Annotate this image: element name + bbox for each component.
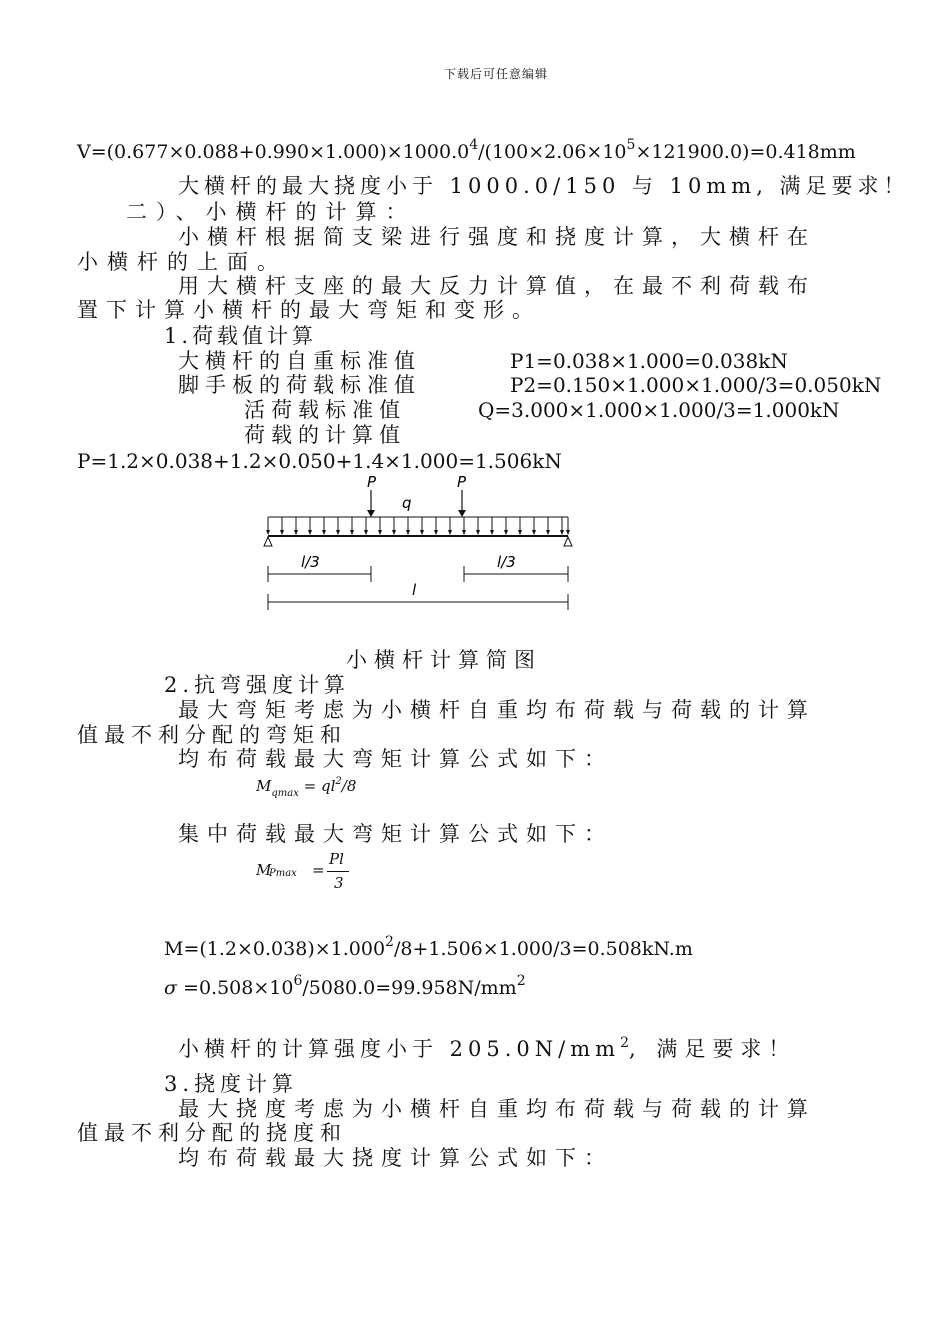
paragraph-1-line-1: 小横杆根据简支梁进行强度和挠度计算，大横杆在	[178, 225, 816, 249]
formula-denominator: 3	[334, 874, 344, 892]
v-formula-exponent-2: 5	[626, 137, 636, 153]
load-value-p2: P2=0.150×1.000×1.000/3=0.050kN	[510, 373, 882, 397]
formula-tail: /8	[341, 777, 357, 795]
sigma-symbol: σ	[164, 977, 177, 999]
bending-paragraph-line-2: 值最不利分配的弯矩和	[77, 723, 347, 747]
load-label-scaffold-board: 脚手板的荷载标准值	[178, 373, 421, 397]
formula-m-symbol: M	[256, 777, 272, 795]
concentrated-moment-formula-intro: 集中荷载最大弯矩计算公式如下：	[178, 822, 613, 846]
distributed-load-arrowheads	[266, 530, 570, 535]
deflection-paragraph-line-2: 值最不利分配的挠度和	[77, 1121, 347, 1145]
paragraph-2-line-1: 用大横杆支座的最大反力计算值，在最不利荷载布	[178, 274, 816, 298]
load-label-big-bar-self-weight: 大横杆的自重标准值	[178, 349, 421, 373]
formula-m-symbol: M	[256, 861, 272, 879]
formula-subscript: qmax	[271, 788, 299, 799]
paragraph-1-line-2: 小横杆的上面。	[77, 250, 287, 274]
dimension-label-left-third: l/3	[301, 553, 320, 571]
load-value-q: Q=3.000×1.000×1.000/3=1.000kN	[478, 398, 840, 422]
strength-check-exponent: 2	[620, 1035, 629, 1051]
dimension-label-total: l	[412, 581, 417, 599]
load-value-p1: P1=0.038×1.000=0.038kN	[510, 349, 788, 373]
strength-check-part-b: , 满足要求！	[629, 1037, 797, 1061]
formula-subscript: Pmax	[269, 868, 297, 879]
load-label-p-left: P	[367, 473, 377, 491]
formula-numerator: Pl	[329, 850, 344, 868]
uniform-moment-formula-intro: 均布荷载最大弯矩计算公式如下：	[178, 747, 613, 771]
paragraph-2-line-2: 置下计算小横杆的最大弯矩和变形。	[77, 298, 541, 322]
m-formula-part-a: M=(1.2×0.038)×1.000	[164, 938, 386, 960]
v-formula-part-c: ×121900.0)=0.418mm	[635, 141, 856, 163]
sigma-exponent-1: 6	[293, 973, 303, 989]
subheading-deflection: 3.挠度计算	[164, 1072, 299, 1096]
p-design-formula: P=1.2×0.038+1.2×0.050+1.4×1.000=1.506kN	[77, 449, 562, 473]
formula-rhs: = ql	[303, 777, 336, 795]
support-left	[264, 537, 272, 546]
diagram-caption: 小横杆计算简图	[346, 648, 542, 672]
formula-exponent: 2	[335, 776, 342, 787]
load-label-design-value: 荷载的计算值	[244, 423, 406, 447]
point-load-arrowhead-left	[367, 510, 375, 517]
v-formula-exponent-1: 4	[469, 137, 479, 153]
sigma-part-b: /5080.0=99.958N/mm	[302, 977, 517, 999]
distributed-load-arrows	[268, 517, 568, 534]
dimension-label-right-third: l/3	[497, 553, 516, 571]
concentrated-moment-formula	[256, 848, 366, 896]
page-header-note: 下载后可任意编辑	[444, 67, 549, 81]
load-label-q: q	[402, 494, 412, 512]
m-formula-part-b: /8+1.506×1.000/3=0.508kN.m	[393, 938, 693, 960]
formula-equals: =	[312, 861, 325, 879]
m-formula-exponent: 2	[385, 934, 394, 950]
load-label-p-right: P	[457, 473, 467, 491]
big-bar-deflection-check: 大横杆的最大挠度小于 1000.0/150 与 10mm, 满足要求！	[178, 174, 910, 198]
deflection-paragraph-line-1: 最大挠度考虑为小横杆自重均布荷载与荷载的计算	[178, 1097, 816, 1121]
uniform-moment-formula	[256, 774, 356, 801]
stress-result-formula	[164, 973, 526, 1002]
sigma-exponent-2: 2	[516, 973, 526, 989]
point-load-arrowhead-right	[458, 510, 466, 517]
v-formula-part-b: /(100×2.06×10	[478, 141, 627, 163]
load-label-live-load: 活荷载标准值	[244, 398, 406, 422]
strength-check-part-a: 小横杆的计算强度小于 205.0N/mm	[178, 1037, 621, 1061]
sigma-part-a: =0.508×10	[176, 977, 294, 999]
uniform-deflection-formula-intro: 均布荷载最大挠度计算公式如下：	[178, 1146, 613, 1170]
section-heading-small-bar: 二）、小横杆的计算：	[126, 200, 416, 224]
support-right	[564, 537, 572, 546]
subheading-bending-strength: 2.抗弯强度计算	[164, 673, 351, 697]
strength-check-line	[178, 1037, 796, 1064]
subheading-load-values: 1.荷载值计算	[164, 324, 318, 348]
moment-result-formula	[164, 934, 693, 963]
bending-paragraph-line-1: 最大弯矩考虑为小横杆自重均布荷载与荷载的计算	[178, 698, 816, 722]
deflection-formula-line	[77, 137, 856, 166]
fraction-bar	[327, 871, 349, 872]
v-formula-part-a: V=(0.677×0.088+0.990×1.000)×1000.0	[77, 141, 470, 163]
small-bar-calculation-diagram	[255, 470, 585, 620]
